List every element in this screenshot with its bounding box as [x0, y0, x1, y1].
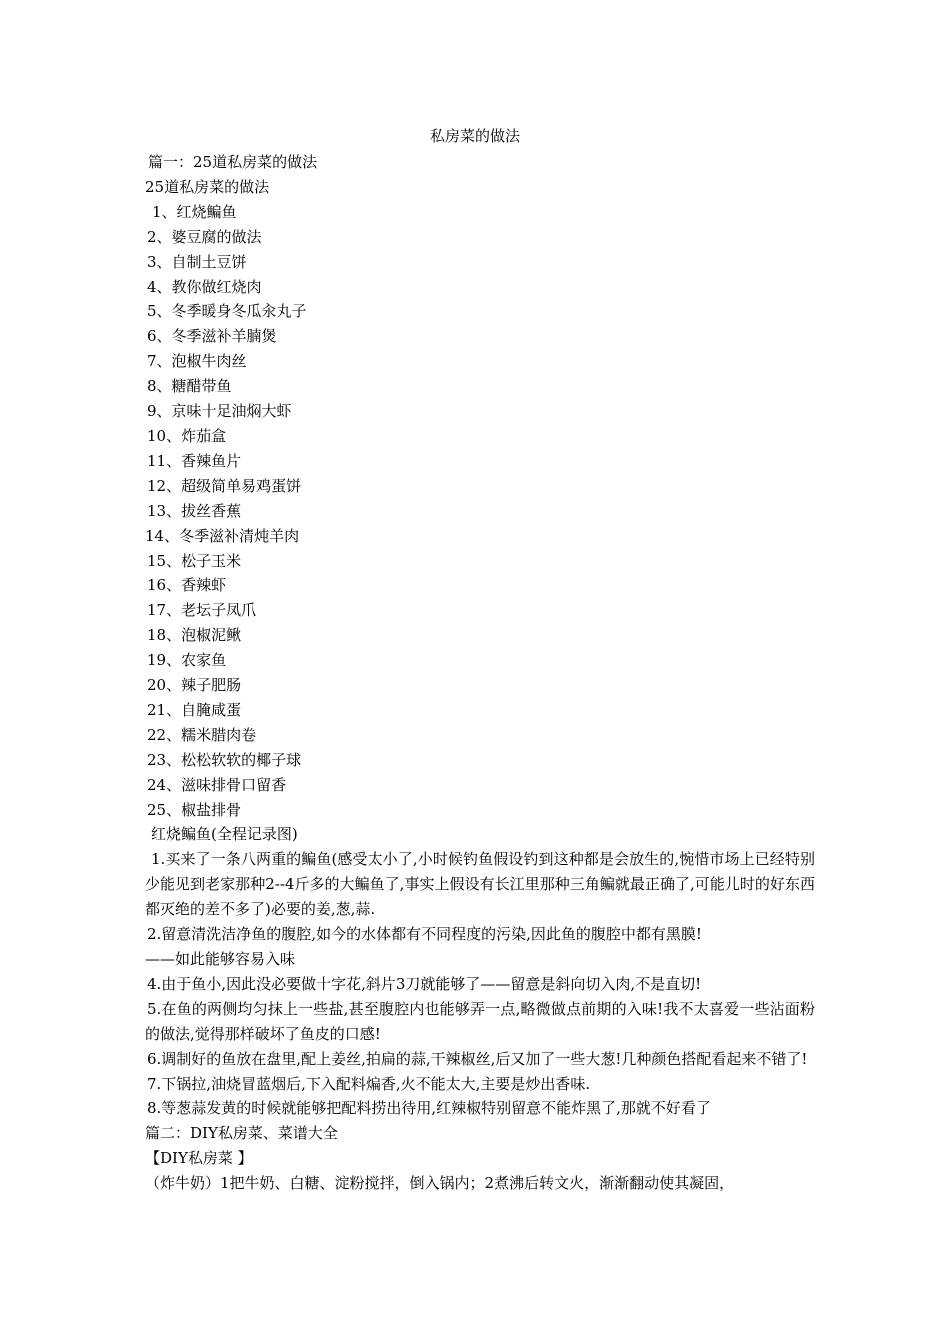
diy-text: （炸牛奶）1把牛奶、白糖、淀粉搅拌，倒入锅内；2煮沸后转文火，渐渐翻动使其凝固，: [145, 1174, 735, 1193]
list-item: 7、泡椒牛肉丝: [147, 352, 247, 371]
recipe-step: 7.下锅拉,油烧冒蓝烟后,下入配料煸香,火不能太大,主要是炒出香味.: [147, 1074, 591, 1093]
list-item: 18、泡椒泥鳅: [147, 626, 242, 645]
list-item: 2、婆豆腐的做法: [147, 227, 262, 246]
document-body: [145, 150, 815, 1196]
list-item: 9、京味十足油焖大虾: [147, 402, 292, 421]
list-item: 20、辣子肥肠: [147, 676, 242, 695]
list-item: 8、糖醋带鱼: [147, 377, 232, 396]
recipe-step: 8.等葱蒜发黄的时候就能够把配料捞出待用,红辣椒特别留意不能炸黑了,那就不好看了: [147, 1099, 711, 1118]
list-item: 3、自制土豆饼: [147, 252, 247, 271]
diy-heading: 【DIY私房菜 】: [145, 1149, 253, 1168]
list-item: 25、椒盐排骨: [147, 800, 242, 819]
list-item: 22、糯米腊肉卷: [147, 725, 257, 744]
recipe-step: 6.调制好的鱼放在盘里,配上姜丝,拍扁的蒜,干辣椒丝,后又加了一些大葱!几种颜色搭配看起来不错了!: [147, 1049, 808, 1068]
list-item: 5、冬季暖身冬瓜汆丸子: [147, 302, 307, 321]
recipe-step: 5.在鱼的两侧均匀抹上一些盐,甚至腹腔内也能够弄一点,略微做点前期的入味!我不太喜爱一些沾面粉的做法,觉得那样破坏了鱼皮的口感!: [145, 999, 815, 1043]
list-heading: 25道私房菜的做法: [145, 177, 270, 196]
list-item: 10、炸茄盒: [147, 426, 227, 445]
list-item: 15、松子玉米: [147, 551, 242, 570]
document-title: 私房菜的做法: [429, 127, 520, 145]
list-item: 4、教你做红烧肉: [147, 277, 262, 296]
list-item: 24、滋味排骨口留香: [147, 775, 287, 794]
recipe-step: 2.留意清洗洁净鱼的腹腔,如今的水体都有不同程度的污染,因此鱼的腹腔中都有黑膜!: [147, 925, 702, 944]
section2-heading: 篇二：DIY私房菜、菜谱大全: [145, 1124, 338, 1143]
list-item: 1、红烧鳊鱼: [152, 202, 237, 221]
recipe-step: 4.由于鱼小,因此没必要做十字花,斜片3刀就能够了——留意是斜向切入肉,不是直切!: [147, 974, 702, 993]
list-item: 19、农家鱼: [147, 651, 227, 670]
recipe-step: 1.买来了一条八两重的鳊鱼(感受太小了,小时候钓鱼假设钓到这种都是会放生的,惋惜市场上已经特别少能见到老家那种2--4斤多的大鳊鱼了,事实上假设有长江里那种三角鳊就最正确了,可能儿时的好东西都灭绝的差不多了)必要的姜,葱,蒜.: [145, 850, 815, 919]
recipe-heading: 红烧鳊鱼(全程记录图): [151, 825, 298, 844]
section1-heading: 篇一：25道私房菜的做法: [148, 153, 318, 171]
list-item: 11、香辣鱼片: [147, 451, 242, 470]
recipe-list: [145, 200, 815, 823]
list-item: 23、松松软软的椰子球: [147, 750, 302, 769]
list-item: 14、冬季滋补清炖羊肉: [145, 526, 300, 545]
list-item: 17、老坛子凤爪: [147, 601, 257, 620]
list-item: 6、冬季滋补羊腩煲: [147, 327, 277, 346]
list-item: 12、超级简单易鸡蛋饼: [147, 476, 302, 495]
list-item: 13、拔丝香蕉: [147, 501, 242, 520]
recipe-step: ——如此能够容易入味: [145, 950, 296, 968]
recipe-steps: [145, 847, 815, 1121]
list-item: 16、香辣虾: [147, 576, 227, 595]
list-item: 21、自腌咸蛋: [147, 700, 242, 719]
